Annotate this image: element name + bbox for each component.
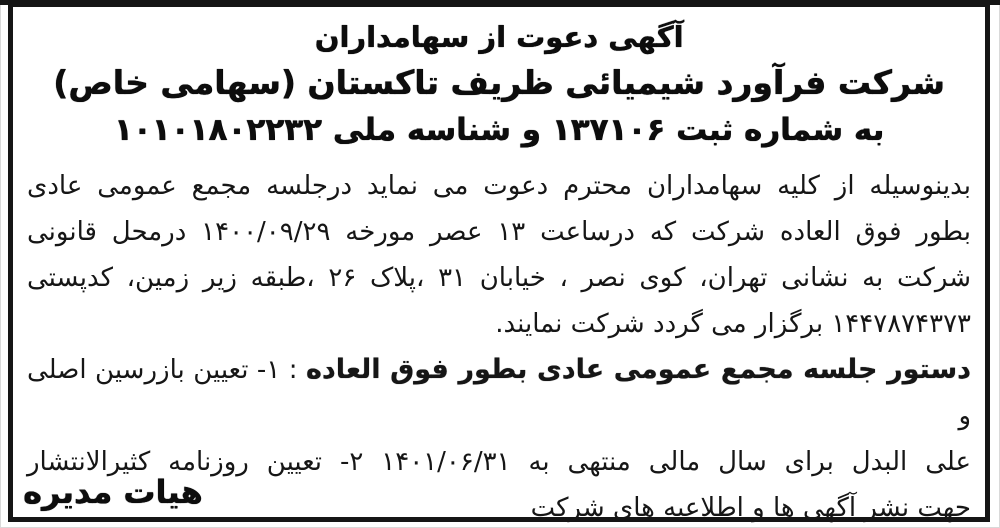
body-line-1: بدینوسیله از کلیه سهامداران محترم دعوت می نماید درجلسه مجمع عمومی عادی	[27, 171, 971, 201]
announcement-content	[27, 10, 972, 523]
agenda-heading: دستور جلسه مجمع عمومی عادی بطور فوق العاده	[305, 354, 971, 385]
agenda-line-2: علی البدل برای سال مالی منتهی به ۱۴۰۱/۰۶/۳۱ ۲- تعیین روزنامه کثیرالانتشار	[27, 447, 971, 477]
company-name: شرکت فرآورد شیمیائی ظریف تاکستان (سهامی خاص)	[53, 63, 945, 102]
agenda-item-1: : ۱- تعیین بازرسین اصلی و	[27, 355, 971, 431]
body-line-4-postal-code: ۱۴۴۷۸۷۴۳۷۳ برگزار می گردد شرکت نمایند.	[495, 309, 971, 339]
body-line-2: بطور فوق العاده شرکت که درساعت ۱۳ عصر مورخه ۱۴۰۰/۰۹/۲۹ درمحل قانونی	[27, 217, 971, 247]
registration-line: به شماره ثبت ۱۳۷۱۰۶ و شناسه ملی ۱۰۱۰۱۸۰۲۲۳۲	[113, 112, 885, 148]
board-signature: هیات مدیره	[23, 473, 203, 511]
agenda-line-3: جهت نشر آگهی ها و اطلاعیه های شرکت	[530, 493, 971, 523]
agenda-line-1	[27, 347, 971, 439]
announcement-border-frame	[8, 2, 990, 522]
body-line-3: شرکت به نشانی تهران، کوی نصر ، خیابان ۳۱ ،پلاک ۲۶ ،طبقه زیر زمین، کدپستی	[27, 263, 972, 293]
announcement-title: آگهی دعوت از سهامداران	[314, 20, 684, 54]
